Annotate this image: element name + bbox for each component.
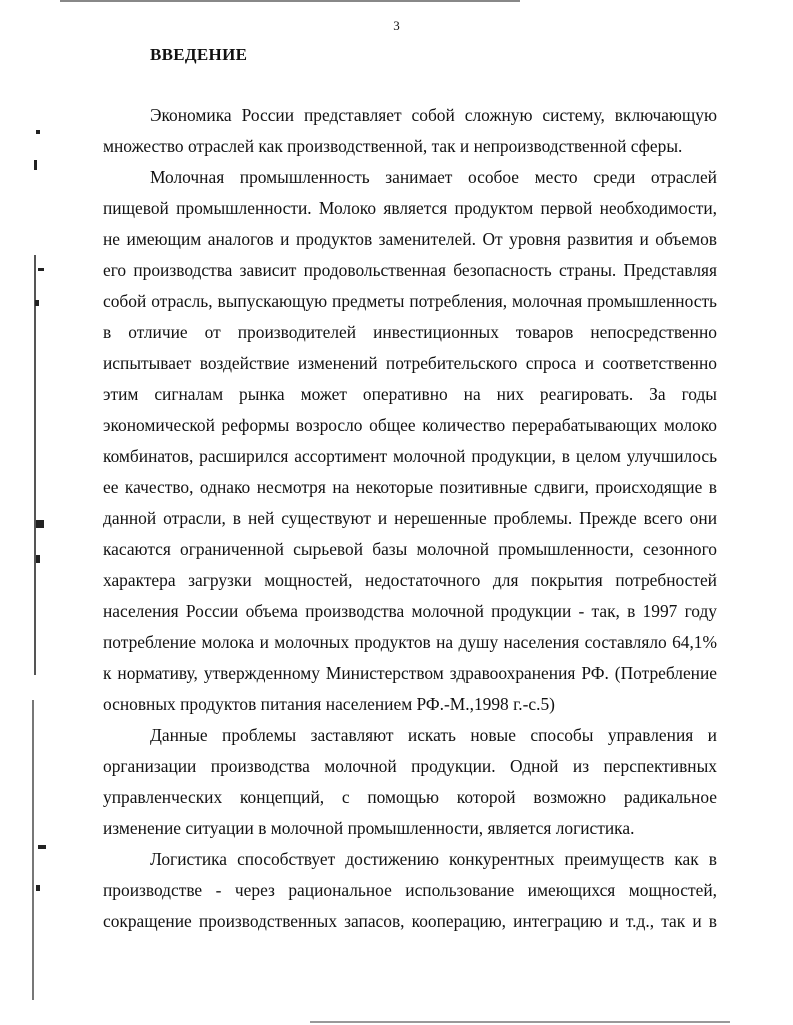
scan-speck xyxy=(36,885,40,891)
paragraph: Молочная промышленность занимает особое место среди отраслей пищевой промышленности. Молоко является продуктом первой необходимости, не имеющим аналогов и продуктов заменителей. От уровня развития и объемов его производства зависит продовольственная безопасность страны. Представляя собой отрасль, выпускающую предметы потребления, молочная промышленность в отличие от производителей инвестиционных товаров непосредственно испытывает воздействие изменений потребительского спроса и соответственно этим сигналам рынка может оперативно на них реагировать. За годы экономической реформы возросло общее количество перерабатывающих молоко комбинатов, расширился ассортимент молочной продукции, в целом улучшилось ее качество, однако несмотря на некоторые позитивные сдвиги, происходящие в данной отрасли, в ней существуют и нерешенные проблемы. Прежде всего они касаются ограниченной сырьевой базы молочной промышленности, сезонного характера загрузки мощностей, недостаточного для покрытия потребностей населения России объема производства молочной продукции - так, в 1997 году потребление молока и молочных продуктов на душу населения составляло 64,1% к нормативу, утвержденному Министерством здравоохранения РФ. (Потребление основных продуктов питания населением РФ.-М.,1998 г.-с.5) xyxy=(103,167,717,714)
scan-speck xyxy=(36,130,40,134)
scan-speck xyxy=(35,300,39,306)
section-heading: ВВЕДЕНИЕ xyxy=(150,45,248,64)
page-number: 3 xyxy=(393,18,400,33)
paragraph: Экономика России представляет собой сложную систему, включающую множество отраслей как производственной, так и непроизводственной сферы. xyxy=(103,105,717,156)
scan-speck xyxy=(36,555,40,563)
paragraph: Данные проблемы заставляют искать новые способы управления и организации производства молочной продукции. Одной из перспективных управленческих концепций, с помощью которой возможно радикальное изменение ситуации в молочной промышленности, является логистика. xyxy=(103,725,717,838)
scan-artifact-left-edge xyxy=(34,255,36,675)
scan-artifact-bottom xyxy=(310,1021,730,1023)
body-text xyxy=(103,100,717,937)
paragraph: Логистика способствует достижению конкурентных преимуществ как в производстве - через рациональное использование имеющихся мощностей, сокращение производственных запасов, кооперацию, интеграцию и т.д., так и в xyxy=(103,849,717,931)
scan-speck xyxy=(36,520,44,528)
scan-artifact-left-edge-2 xyxy=(32,700,34,1000)
scan-speck xyxy=(38,268,44,271)
scan-speck xyxy=(38,845,46,849)
scan-artifact-top xyxy=(60,0,520,2)
scan-speck xyxy=(34,160,37,170)
